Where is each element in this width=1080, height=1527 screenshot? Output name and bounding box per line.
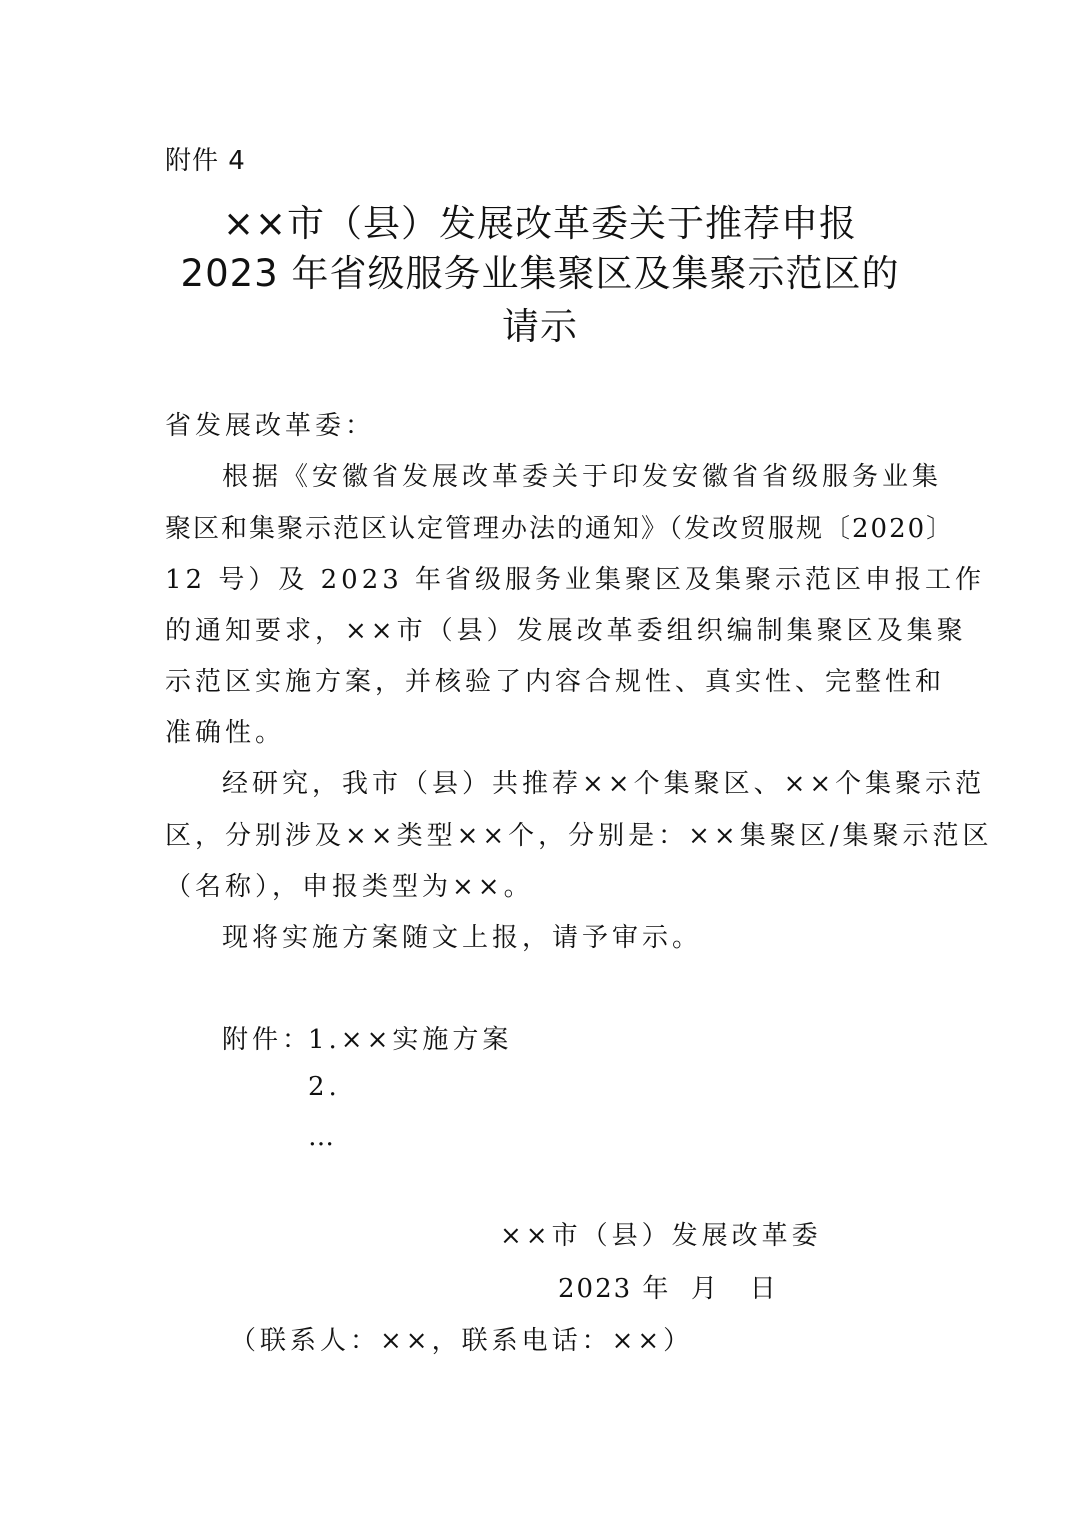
attachment-item-ellipsis: … xyxy=(308,1122,338,1152)
signature-date: 2023 年 月 日 xyxy=(558,1274,778,1304)
document-title-line-2: 2023 年省级服务业集聚区及集聚示范区的 xyxy=(180,252,900,295)
para1-line-6: 准确性。 xyxy=(165,718,286,748)
attachments-label: 附件： xyxy=(222,1025,313,1055)
para1-line-2: 聚区和集聚示范区认定管理办法的通知》（发改贸服规〔2020〕 xyxy=(165,514,955,544)
para2-line-2: 区，分别涉及××类型××个，分别是：××集聚区/集聚示范区 xyxy=(165,821,993,851)
para1-line-4: 的通知要求，××市（县）发展改革委组织编制集聚区及集聚 xyxy=(165,616,967,646)
salutation: 省发展改革委： xyxy=(165,411,376,441)
para2-line-1: 经研究，我市（县）共推荐××个集聚区、××个集聚示范 xyxy=(222,769,986,799)
signature-organization: ××市（县）发展改革委 xyxy=(500,1221,822,1251)
attachment-label: 附件 4 xyxy=(165,146,246,176)
para1-line-5: 示范区实施方案，并核验了内容合规性、真实性、完整性和 xyxy=(165,667,946,697)
para1-line-3: 12 号）及 2023 年省级服务业集聚区及集聚示范区申报工作 xyxy=(165,565,986,595)
para3: 现将实施方案随文上报，请予审示。 xyxy=(222,923,703,953)
attachment-item-1: 1.××实施方案 xyxy=(308,1025,513,1055)
para1-line-1: 根据《安徽省发展改革委关于印发安徽省省级服务业集 xyxy=(222,462,943,492)
para2-line-3: （名称），申报类型为××。 xyxy=(165,872,534,902)
document-title-line-3: 请示 xyxy=(502,305,578,348)
contact-info: （联系人：××，联系电话：××） xyxy=(230,1326,694,1356)
attachment-item-2: 2. xyxy=(308,1072,341,1102)
document-title-line-1: ××市（县）发展改革委关于推荐申报 xyxy=(222,202,857,245)
